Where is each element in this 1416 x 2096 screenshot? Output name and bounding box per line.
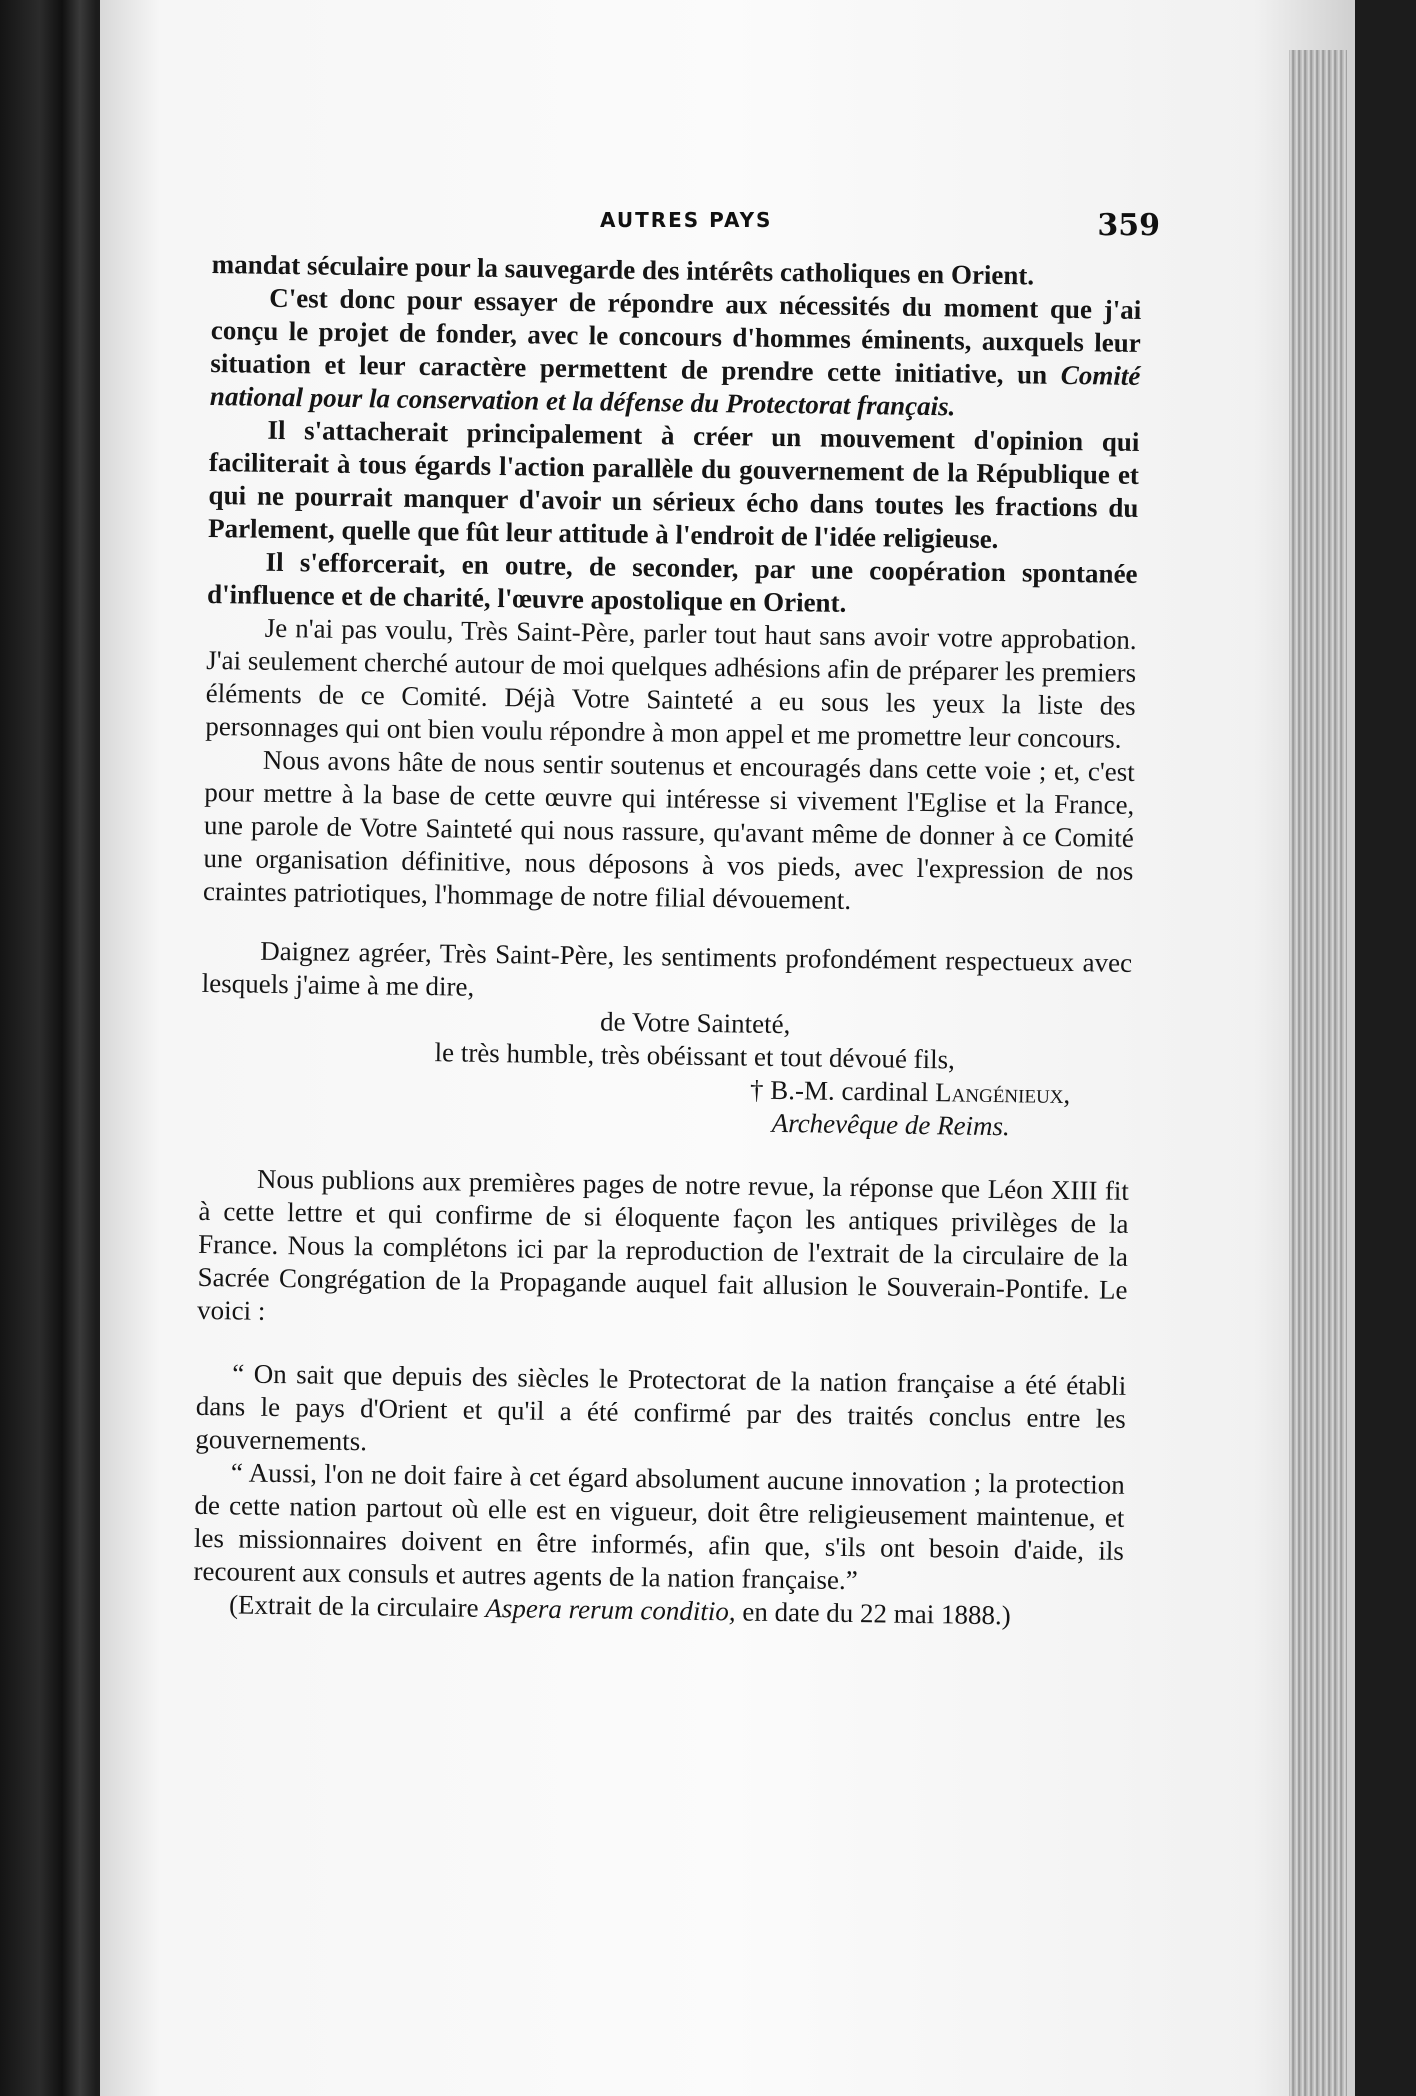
- signature-line-2: le très humble, très obéissant et tout dévoué fils,: [434, 1037, 956, 1075]
- signature-title: Archevêque de Reims.: [771, 1107, 1011, 1142]
- signature-line-1: de Votre Sainteté,: [599, 1006, 791, 1040]
- paragraph-2: [210, 281, 1142, 426]
- paragraph-2-italic: Comité national pour la conservation et la défense du Protectorat français.: [209, 359, 1141, 422]
- signature-surname: Langénieux,: [934, 1077, 1071, 1110]
- paragraph-6: Nous avons hâte de nous sentir soutenus et encouragés dans cette voie ; et, c'est pour mettre à la base de cette œuvre qui intéresse si vivement l'Eglise et la France, une parole de Votre Sainteté qui nous rassure, qu'avant même de donner à ce Comité une organisation définitive, nous déposons à vos pieds, avec l'expression de nos craintes patriotiques, l'hommage de notre filial dévouement.: [202, 744, 1135, 915]
- citation-text-1: (Extrait de la circulaire: [228, 1589, 486, 1623]
- paragraph-commentary: Nous publions aux premières pages de notre revue, la réponse que Léon XIII fit à cette lettre et qui confirme de si éloquente façon les antiques privilèges de la France. Nous la complétons ici par la reproduction de l'extrait de la circulaire de la Sacrée Congrégation de la Propagande auquel fait allusion le Souverain-Pontife. Le voici :: [196, 1163, 1130, 1326]
- paragraph-5: Je n'ai pas voulu, Très Saint-Père, parler tout haut sans avoir votre approbation. J'ai seulement cherché autour de moi quelques adhésions afin de préparer les premiers éléments de ce Comité. Déjà Votre Sainteté a eu sous les yeux la liste des personnages qui ont bien voulu répondre à mon appel et me promettre leur concours.: [205, 612, 1137, 754]
- paragraph-closing: Daignez agréer, Très Saint-Père, les sentiments profondément respectueux avec lesquels j'aime à me dire,: [201, 935, 1133, 1002]
- signature-name-prefix: † B.-M. cardinal: [749, 1074, 936, 1108]
- page-edge-stack: [1289, 50, 1347, 2096]
- paragraph-3: Il s'attacherait principalement à créer un mouvement d'opinion qui faciliterait à tous égards l'action parallèle du gouvernement de la République et qui ne pourrait manquer d'avoir un sérieux écho dans toutes les fractions du Parlement, quelle que fût leur attitude à l'endroit de l'idée religieuse.: [207, 414, 1140, 555]
- quoted-extract: [193, 1357, 1127, 1634]
- quote-paragraph-2: “ Aussi, l'on ne doit faire à cet égard absolument aucune innovation ; la protection de cette nation partout où elle est en vigueur, doit être religieusement maintenue, et les missionnaires doivent en être informés, afin que, s'ils ont besoin d'aide, ils recourent aux consuls et autres agents de la nation française.”: [193, 1457, 1126, 1596]
- page-header: [200, 208, 1160, 248]
- paragraph-4: Il s'efforcerait, en outre, de seconder, par une coopération spontanée d'influence et de charité, l'œuvre apostolique en Orient.: [206, 546, 1138, 618]
- quote-paragraph-1: “ On sait que depuis des siècles le Protectorat de la nation française a été établi dans le pays d'Orient et qu'il a été confirmé par des traités conclus entre les gouvernements.: [195, 1358, 1127, 1457]
- citation-italic: Aspera rerum conditio,: [485, 1592, 736, 1627]
- running-title: AUTRES PAYS: [600, 208, 773, 232]
- page-body: [193, 248, 1142, 1634]
- paragraph-1: mandat séculaire pour la sauvegarde des intérêts catholiques en Orient.: [211, 248, 1035, 291]
- citation-text-2: en date du 22 mai 1888.): [735, 1596, 1011, 1631]
- page-number: 359: [1097, 208, 1160, 243]
- paragraph-2-text: C'est donc pour essayer de répondre aux nécessités du moment que j'ai conçu le projet de fonder, avec le concours d'hommes éminents, auxquels leur situation et leur caractère permettent de prendre cette initiative, un: [210, 282, 1142, 390]
